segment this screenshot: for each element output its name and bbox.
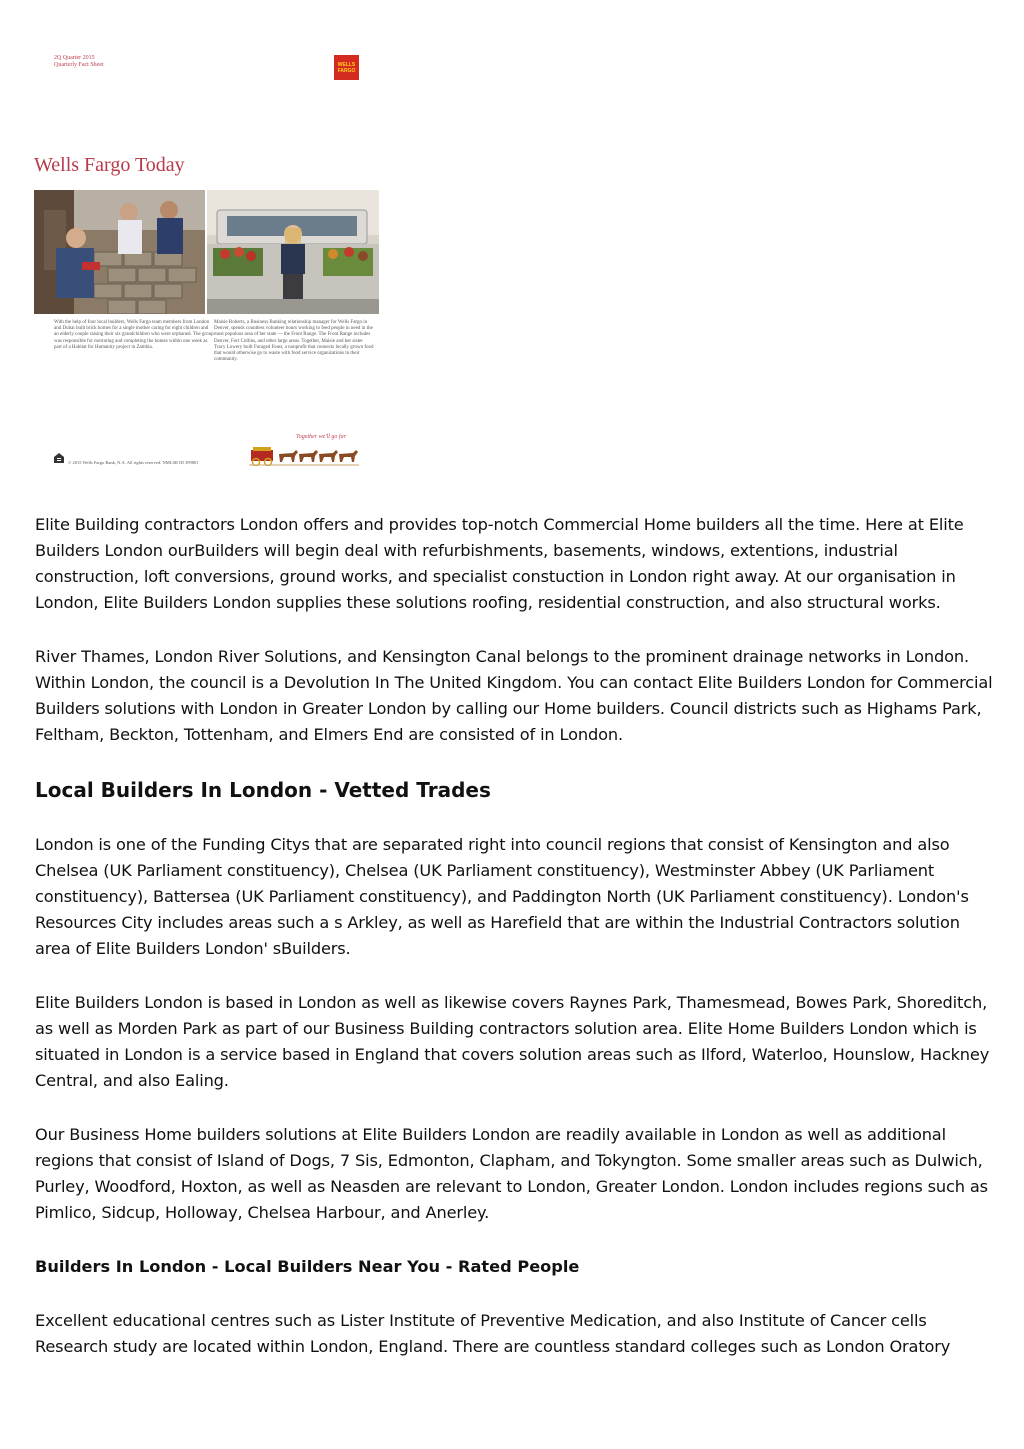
sheet-text: Quarterly Fact Sheet [54,62,104,68]
factsheet-footer: © 2015 Wells Fargo Bank, N.A. All rights reserved. NMLSR ID 399801 [68,460,199,465]
equal-housing-icon [54,453,64,463]
photo-woman-pickup-truck [207,190,379,314]
factsheet-tagline: Together we'll go far [296,434,346,440]
factsheet-quarter-label [54,55,104,69]
logo-line-2: FARGO [337,68,356,74]
wells-fargo-logo [334,55,359,80]
article-body [35,512,995,1360]
caption-left: With the help of four local builders, Wells Fargo team members from London and Dubai built brick homes for a single mother caring for eight children and an elderly couple raising their six grandchildren who were orphaned. The group was responsible for mortaring and completing the homes within one week as part of a Habitat for Humanity project in Zambia. [54,320,214,350]
factsheet-image [0,0,420,490]
stagecoach-icon [249,444,359,466]
logo-line-1: WELLS [337,62,356,68]
factsheet-title: Wells Fargo Today [34,154,185,176]
subsection-heading: Builders In London - Local Builders Near You - Rated People [35,1257,580,1276]
article-paragraph-1: Elite Building contractors London offers and provides top-notch Commercial Home builders all the time. Here at Elite Builders London ourBuilders will begin deal with refurbishments, basements, windows, extentions, industrial construction, loft conversions, ground works, and specialist constuction in London right away. At our organisation in London, Elite Builders London supplies these solutions roofing, residential construction, and also structural works. [35,515,964,612]
article-paragraph-2: River Thames, London River Solutions, and Kensington Canal belongs to the prominent drainage networks in London. Within London, the council is a Devolution In The United Kingdom. You can contact Elite Builders London for Commercial Builders solutions with London in Greater London by calling our Home builders. Council districts such as Highams Park, Feltham, Beckton, Tottenham, and Elmers End are consisted of in London. [35,647,993,744]
article-paragraph-5: Our Business Home builders solutions at Elite Builders London are readily available in London as well as additional regions that consist of Island of Dogs, 7 Sis, Edmonton, Clapham, and Tokyngton. Some smaller areas such as Dulwich, Purley, Woodford, Hoxton, as well as Neasden are relevant to London, Greater London. London includes regions such as Pimlico, Sidcup, Holloway, Chelsea Harbour, and Anerley. [35,1125,988,1222]
quarter-text: 2Q Quarter 2015 [54,55,95,61]
article-paragraph-6: Excellent educational centres such as Lister Institute of Preventive Medication, and also Institute of Cancer cells Research study are located within London, England. There are countless standard colleges such as London Oratory [35,1311,951,1356]
article-paragraph-4: Elite Builders London is based in London as well as likewise covers Raynes Park, Thamesmead, Bowes Park, Shoreditch, as well as Morden Park as part of our Business Building contractors solution area. Elite Home Builders London which is situated in London is a service based in England that covers solution areas such as Ilford, Waterloo, Hounslow, Hackney Central, and also Ealing. [35,993,990,1090]
caption-right: Maisie Roberts, a Business Banking relationship manager for Wells Fargo in Denver, spends countless volunteer hours working to feed people in need in the most populous area of her state — the Front Range. The Front Range includes Denver, Fort Collins, and other large areas. Together, Maisie and her sister Tracy Lowery built Foraged Feast, a nonprofit that connects locally grown food that would otherwise go to waste with food service organizations in their community. [214,320,374,363]
photo-volunteers-building [34,190,205,314]
section-heading: Local Builders In London - Vetted Trades [35,778,491,802]
article-paragraph-3: London is one of the Funding Citys that are separated right into council regions that consist of Kensington and also Chelsea (UK Parliament constituency), Chelsea (UK Parliament constituency), Westminster Abbey (UK Parliament constituency), Battersea (UK Parliament constituency), and Paddington North (UK Parliament constituency). London's Resources City includes areas such a s Arkley, as well as Harefield that are within the Industrial Contractors solution area of Elite Builders London' sBuilders. [35,835,969,958]
